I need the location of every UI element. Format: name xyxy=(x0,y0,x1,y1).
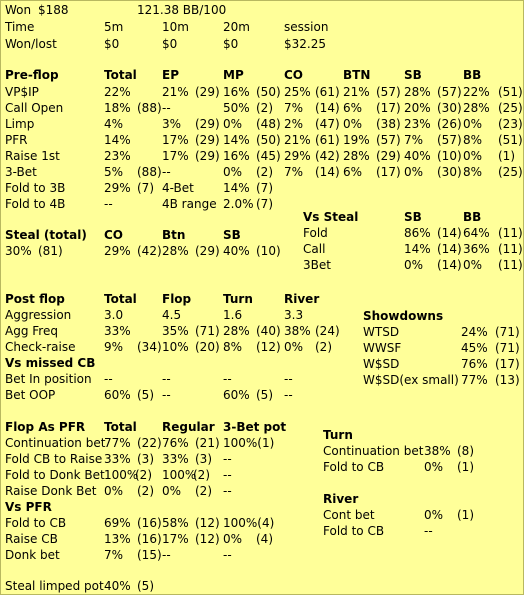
flop-pfr-cell: -- xyxy=(223,468,232,482)
turn-value: 0% xyxy=(424,460,444,474)
vs-steal-cell: 0% xyxy=(404,258,424,272)
preflop-title: Pre-flop xyxy=(5,68,59,82)
preflop-row-label: Raise 1st xyxy=(5,149,60,163)
won-lost-value: $32.25 xyxy=(284,37,326,51)
period-header: session xyxy=(284,20,329,34)
bet-in-position-cell: -- xyxy=(104,372,113,386)
bet-oop-cell: 60% xyxy=(104,388,131,402)
vs-pfr-cell: (15) xyxy=(137,548,162,562)
preflop-cell: (57) xyxy=(437,85,462,99)
preflop-cell: 4% xyxy=(104,117,124,131)
steal-column-header: CO xyxy=(104,228,124,242)
vs-steal-column-header: BB xyxy=(463,210,482,224)
steal-cell: 29% xyxy=(104,244,131,258)
flop-pfr-cell: (3) xyxy=(195,452,212,466)
preflop-cell: 18% xyxy=(104,101,131,115)
flop-pfr-column-header: 3-Bet pot xyxy=(223,420,287,434)
fold-4bet-label: Fold to 4B xyxy=(5,197,66,211)
vs-pfr-cell: (12) xyxy=(195,516,220,530)
preflop-cell: -- xyxy=(162,165,171,179)
preflop-cell: 2% xyxy=(284,117,304,131)
postflop-cell: (71) xyxy=(195,324,220,338)
postflop-column-header: Total xyxy=(104,292,137,306)
showdown-value: 76% xyxy=(461,357,488,371)
vs-steal-title: Vs Steal xyxy=(303,210,359,224)
flop-pfr-cell: -- xyxy=(223,484,232,498)
postflop-cell: 8% xyxy=(223,340,243,354)
preflop-row-label: Limp xyxy=(5,117,35,131)
preflop-cell: 7% xyxy=(284,165,304,179)
preflop-cell: 0% xyxy=(463,149,483,163)
preflop-cell: 29% xyxy=(284,149,311,163)
preflop-column-header: Total xyxy=(104,68,137,82)
steal-cell: 40% xyxy=(223,244,250,258)
preflop-cell: 0% xyxy=(223,165,243,179)
showdowns-title: Showdowns xyxy=(363,309,444,323)
vs-steal-row-label: Call xyxy=(303,242,326,256)
showdown-value: 45% xyxy=(461,341,488,355)
preflop-row-label: VP$IP xyxy=(5,85,39,99)
fold-4bet-value: -- xyxy=(104,197,113,211)
preflop-cell: (29) xyxy=(195,117,220,131)
won-lost-label: Won/lost xyxy=(5,37,57,51)
preflop-cell: (45) xyxy=(256,149,281,163)
vs-steal-column-header: SB xyxy=(404,210,422,224)
postflop-cell: 28% xyxy=(223,324,250,338)
preflop-cell: 8% xyxy=(463,133,483,147)
flop-pfr-row-label: Fold CB to Raise xyxy=(5,452,103,466)
preflop-cell: (23) xyxy=(498,117,523,131)
flop-pfr-cell: (2) xyxy=(195,484,212,498)
preflop-cell: (30) xyxy=(437,165,462,179)
preflop-cell: (10) xyxy=(437,149,462,163)
vs-pfr-cell: -- xyxy=(162,548,171,562)
preflop-cell: 16% xyxy=(223,149,250,163)
vs-steal-cell: 64% xyxy=(463,226,490,240)
turn-title: Turn xyxy=(323,428,353,442)
flop-pfr-cell: 33% xyxy=(162,452,189,466)
postflop-column-header: Flop xyxy=(162,292,192,306)
preflop-cell: 19% xyxy=(343,133,370,147)
postflop-cell: (34) xyxy=(137,340,162,354)
turn-row-label: Fold to CB xyxy=(323,460,385,474)
preflop-cell: (51) xyxy=(498,85,523,99)
flop-pfr-cell: 100% xyxy=(104,468,139,482)
preflop-cell: (47) xyxy=(315,117,340,131)
river-value: -- xyxy=(424,524,433,538)
showdown-row-label: W$SD(ex small) xyxy=(363,373,459,387)
preflop-cell: 22% xyxy=(104,85,131,99)
preflop-cell: (29) xyxy=(376,149,401,163)
flop-pfr-cell: 76% xyxy=(162,436,189,450)
preflop-cell: 28% xyxy=(404,85,431,99)
postflop-cell: 33% xyxy=(104,324,131,338)
preflop-cell: 21% xyxy=(284,133,311,147)
four-bet-range-count: (7) xyxy=(256,197,273,211)
bet-oop-cell: -- xyxy=(162,388,171,402)
flop-pfr-cell: (2) xyxy=(193,468,210,482)
flop-pfr-cell: 100% xyxy=(162,468,197,482)
preflop-cell: (57) xyxy=(376,133,401,147)
preflop-cell: (14) xyxy=(315,101,340,115)
bet-in-position-cell: -- xyxy=(162,372,171,386)
steal-total-value: 30% xyxy=(5,244,32,258)
river-title: River xyxy=(323,492,359,506)
preflop-cell: 0% xyxy=(404,165,424,179)
river-value: 0% xyxy=(424,508,444,522)
preflop-cell: (42) xyxy=(315,149,340,163)
preflop-cell: (25) xyxy=(498,101,523,115)
bet-in-position-cell: -- xyxy=(223,372,232,386)
steal-cell: 28% xyxy=(162,244,189,258)
vs-pfr-cell: (12) xyxy=(195,532,220,546)
preflop-cell: -- xyxy=(162,101,171,115)
showdown-count: (71) xyxy=(495,341,520,355)
showdown-row-label: WWSF xyxy=(363,341,402,355)
postflop-cell: (2) xyxy=(315,340,332,354)
bet-oop-label: Bet OOP xyxy=(5,388,56,402)
showdown-row-label: W$SD xyxy=(363,357,400,371)
flop-pfr-cell: 0% xyxy=(162,484,182,498)
flop-pfr-cell: 100%(1) xyxy=(223,436,275,450)
flop-pfr-cell: (2) xyxy=(135,468,152,482)
flop-pfr-cell: (22) xyxy=(137,436,162,450)
preflop-cell: 5% xyxy=(104,165,124,179)
vs-pfr-cell: (16) xyxy=(137,532,162,546)
vs-steal-cell: 36% xyxy=(463,242,490,256)
steal-column-header: Btn xyxy=(162,228,186,242)
steal-limped-pot-label: Steal limped pot xyxy=(5,579,104,593)
postflop-cell: 3.0 xyxy=(104,308,124,322)
turn-count: (8) xyxy=(457,444,474,458)
flop-pfr-column-header: Total xyxy=(104,420,137,434)
preflop-cell: 14% xyxy=(104,133,131,147)
preflop-cell: (1) xyxy=(498,149,515,163)
postflop-cell: 1.6 xyxy=(223,308,243,322)
postflop-cell: (12) xyxy=(256,340,281,354)
preflop-cell: (29) xyxy=(195,149,220,163)
steal-limped-pot-count: (5) xyxy=(137,579,154,593)
preflop-cell: 23% xyxy=(404,117,431,131)
preflop-cell: 28% xyxy=(463,101,490,115)
preflop-row-label: Call Open xyxy=(5,101,64,115)
steal-cell: (42) xyxy=(137,244,162,258)
period-header: 20m xyxy=(223,20,250,34)
preflop-cell: (29) xyxy=(195,85,220,99)
preflop-cell: (25) xyxy=(498,165,523,179)
preflop-cell: 3% xyxy=(162,117,182,131)
vs-steal-row-label: Fold xyxy=(303,226,328,240)
preflop-cell: 0% xyxy=(343,117,363,131)
showdown-count: (17) xyxy=(495,357,520,371)
postflop-cell: 4.5 xyxy=(162,308,182,322)
flop-pfr-row-label: Fold to Donk Bet xyxy=(5,468,105,482)
showdown-row-label: WTSD xyxy=(363,325,400,339)
preflop-cell: 0% xyxy=(463,117,483,131)
preflop-cell: (29) xyxy=(195,133,220,147)
vs-pfr-cell: (16) xyxy=(137,516,162,530)
vs-pfr-cell: 0% xyxy=(223,532,243,546)
won-label: Won xyxy=(5,3,32,17)
preflop-cell: (2) xyxy=(256,101,273,115)
steal-total-count: (81) xyxy=(38,244,63,258)
steal-cell: (10) xyxy=(256,244,281,258)
postflop-title: Post flop xyxy=(5,292,65,306)
preflop-cell: (48) xyxy=(256,117,281,131)
preflop-cell: 17% xyxy=(162,149,189,163)
period-header: 5m xyxy=(104,20,124,34)
preflop-cell: 6% xyxy=(343,101,363,115)
preflop-cell: 6% xyxy=(343,165,363,179)
showdown-count: (71) xyxy=(495,325,520,339)
preflop-cell: 28% xyxy=(343,149,370,163)
preflop-cell: (26) xyxy=(437,117,462,131)
preflop-cell: (38) xyxy=(376,117,401,131)
showdown-value: 24% xyxy=(461,325,488,339)
preflop-cell: 16% xyxy=(223,85,250,99)
postflop-row-label: Check-raise xyxy=(5,340,76,354)
steal-cell: (29) xyxy=(195,244,220,258)
preflop-cell: (57) xyxy=(376,85,401,99)
preflop-cell: 25% xyxy=(284,85,311,99)
flop-pfr-cell: (2) xyxy=(137,484,154,498)
bet-oop-cell: (5) xyxy=(256,388,273,402)
preflop-cell: (88) xyxy=(137,101,162,115)
preflop-cell: 17% xyxy=(162,133,189,147)
postflop-cell: (20) xyxy=(195,340,220,354)
preflop-cell: 21% xyxy=(162,85,189,99)
turn-count: (1) xyxy=(457,460,474,474)
preflop-column-header: CO xyxy=(284,68,304,82)
flop-pfr-cell: (3) xyxy=(137,452,154,466)
postflop-cell: 10% xyxy=(162,340,189,354)
preflop-row-label: PFR xyxy=(5,133,28,147)
bet-oop-cell: (5) xyxy=(137,388,154,402)
preflop-cell: 7% xyxy=(404,133,424,147)
postflop-cell: 38% xyxy=(284,324,311,338)
postflop-column-header: Turn xyxy=(223,292,253,306)
steal-limped-pot-value: 40% xyxy=(104,579,131,593)
four-bet-label: 4-Bet xyxy=(162,181,194,195)
postflop-column-header: River xyxy=(284,292,320,306)
postflop-cell: 9% xyxy=(104,340,124,354)
preflop-cell: (50) xyxy=(256,85,281,99)
river-row-label: Cont bet xyxy=(323,508,375,522)
vs-pfr-title: Vs PFR xyxy=(5,500,52,514)
bet-oop-cell: 60% xyxy=(223,388,250,402)
flop-pfr-cell: 77% xyxy=(104,436,131,450)
preflop-cell: (61) xyxy=(315,85,340,99)
postflop-cell: 3.3 xyxy=(284,308,304,322)
preflop-cell: 50% xyxy=(223,101,250,115)
flop-pfr-row-label: Continuation bet xyxy=(5,436,106,450)
river-count: (1) xyxy=(457,508,474,522)
preflop-cell: (50) xyxy=(256,133,281,147)
vs-pfr-cell: 58% xyxy=(162,516,189,530)
postflop-row-label: Agg Freq xyxy=(5,324,58,338)
turn-value: 38% xyxy=(424,444,451,458)
preflop-cell: (88) xyxy=(137,165,162,179)
preflop-cell: (30) xyxy=(437,101,462,115)
vs-pfr-cell: 69% xyxy=(104,516,131,530)
preflop-cell: (57) xyxy=(437,133,462,147)
preflop-cell: 8% xyxy=(463,165,483,179)
preflop-cell: 14% xyxy=(223,133,250,147)
vs-pfr-cell: 100%(4) xyxy=(223,516,275,530)
vs-pfr-cell: 17% xyxy=(162,532,189,546)
preflop-cell: 22% xyxy=(463,85,490,99)
vs-pfr-cell: 13% xyxy=(104,532,131,546)
vs-steal-cell: (11) xyxy=(498,242,523,256)
preflop-cell: (14) xyxy=(315,165,340,179)
preflop-cell: 23% xyxy=(104,149,131,163)
vs-steal-cell: 0% xyxy=(463,258,483,272)
vs-steal-cell: (11) xyxy=(498,258,523,272)
preflop-column-header: BTN xyxy=(343,68,371,82)
vs-steal-row-label: 3Bet xyxy=(303,258,331,272)
fold-3bet-value: 29% xyxy=(104,181,131,195)
won-lost-value: $0 xyxy=(162,37,178,51)
vs-steal-cell: (14) xyxy=(437,242,462,256)
postflop-cell: 0% xyxy=(284,340,304,354)
preflop-cell: (51) xyxy=(498,133,523,147)
river-row-label: Fold to CB xyxy=(323,524,385,538)
bet-oop-cell: -- xyxy=(284,388,293,402)
vs-pfr-row-label: Raise CB xyxy=(5,532,58,546)
bet-in-position-label: Bet In position xyxy=(5,372,92,386)
fold-3bet-count: (7) xyxy=(137,181,154,195)
vs-steal-cell: (14) xyxy=(437,258,462,272)
preflop-column-header: SB xyxy=(404,68,422,82)
bb-per-100: 121.38 BB/100 xyxy=(137,3,227,17)
preflop-cell: (61) xyxy=(315,133,340,147)
preflop-row-label: 3-Bet xyxy=(5,165,37,179)
preflop-column-header: MP xyxy=(223,68,244,82)
time-label: Time xyxy=(5,20,35,34)
flop-pfr-row-label: Raise Donk Bet xyxy=(5,484,97,498)
showdown-value: 77% xyxy=(461,373,488,387)
won-value: $188 xyxy=(38,3,69,17)
postflop-cell: 35% xyxy=(162,324,189,338)
postflop-row-label: Aggression xyxy=(5,308,72,322)
flop-pfr-cell: -- xyxy=(223,452,232,466)
bet-in-position-cell: -- xyxy=(284,372,293,386)
preflop-cell: (17) xyxy=(376,165,401,179)
vs-steal-cell: 14% xyxy=(404,242,431,256)
postflop-cell: (24) xyxy=(315,324,340,338)
flop-pfr-column-header: Regular xyxy=(162,420,215,434)
preflop-cell: 0% xyxy=(223,117,243,131)
vs-missed-cb-title: Vs missed CB xyxy=(5,356,96,370)
steal-column-header: SB xyxy=(223,228,241,242)
showdown-count: (13) xyxy=(495,373,520,387)
steal-title: Steal (total) xyxy=(5,228,87,242)
four-bet-count: (7) xyxy=(256,181,273,195)
preflop-cell: 20% xyxy=(404,101,431,115)
vs-steal-cell: 86% xyxy=(404,226,431,240)
vs-pfr-cell: 7% xyxy=(104,548,124,562)
preflop-column-header: BB xyxy=(463,68,482,82)
preflop-cell: (17) xyxy=(376,101,401,115)
preflop-cell: 21% xyxy=(343,85,370,99)
flop-as-pfr-title: Flop As PFR xyxy=(5,420,86,434)
won-lost-value: $0 xyxy=(223,37,239,51)
turn-row-label: Continuation bet xyxy=(323,444,424,458)
vs-pfr-row-label: Fold to CB xyxy=(5,516,67,530)
flop-pfr-cell: (21) xyxy=(195,436,220,450)
four-bet-range-label: 4B range xyxy=(162,197,217,211)
vs-steal-cell: (11) xyxy=(498,226,523,240)
fold-3bet-label: Fold to 3B xyxy=(5,181,66,195)
vs-pfr-row-label: Donk bet xyxy=(5,548,60,562)
four-bet-value: 14% xyxy=(223,181,250,195)
preflop-cell: (2) xyxy=(256,165,273,179)
flop-pfr-cell: 33% xyxy=(104,452,131,466)
preflop-cell: 7% xyxy=(284,101,304,115)
vs-pfr-cell: -- xyxy=(223,548,232,562)
flop-pfr-cell: 0% xyxy=(104,484,124,498)
preflop-cell: 40% xyxy=(404,149,431,163)
vs-steal-cell: (14) xyxy=(437,226,462,240)
won-lost-value: $0 xyxy=(104,37,120,51)
vs-pfr-cell: (4) xyxy=(256,532,273,546)
postflop-cell: (40) xyxy=(256,324,281,338)
four-bet-range-value: 2.0% xyxy=(223,197,254,211)
preflop-column-header: EP xyxy=(162,68,179,82)
period-header: 10m xyxy=(162,20,189,34)
